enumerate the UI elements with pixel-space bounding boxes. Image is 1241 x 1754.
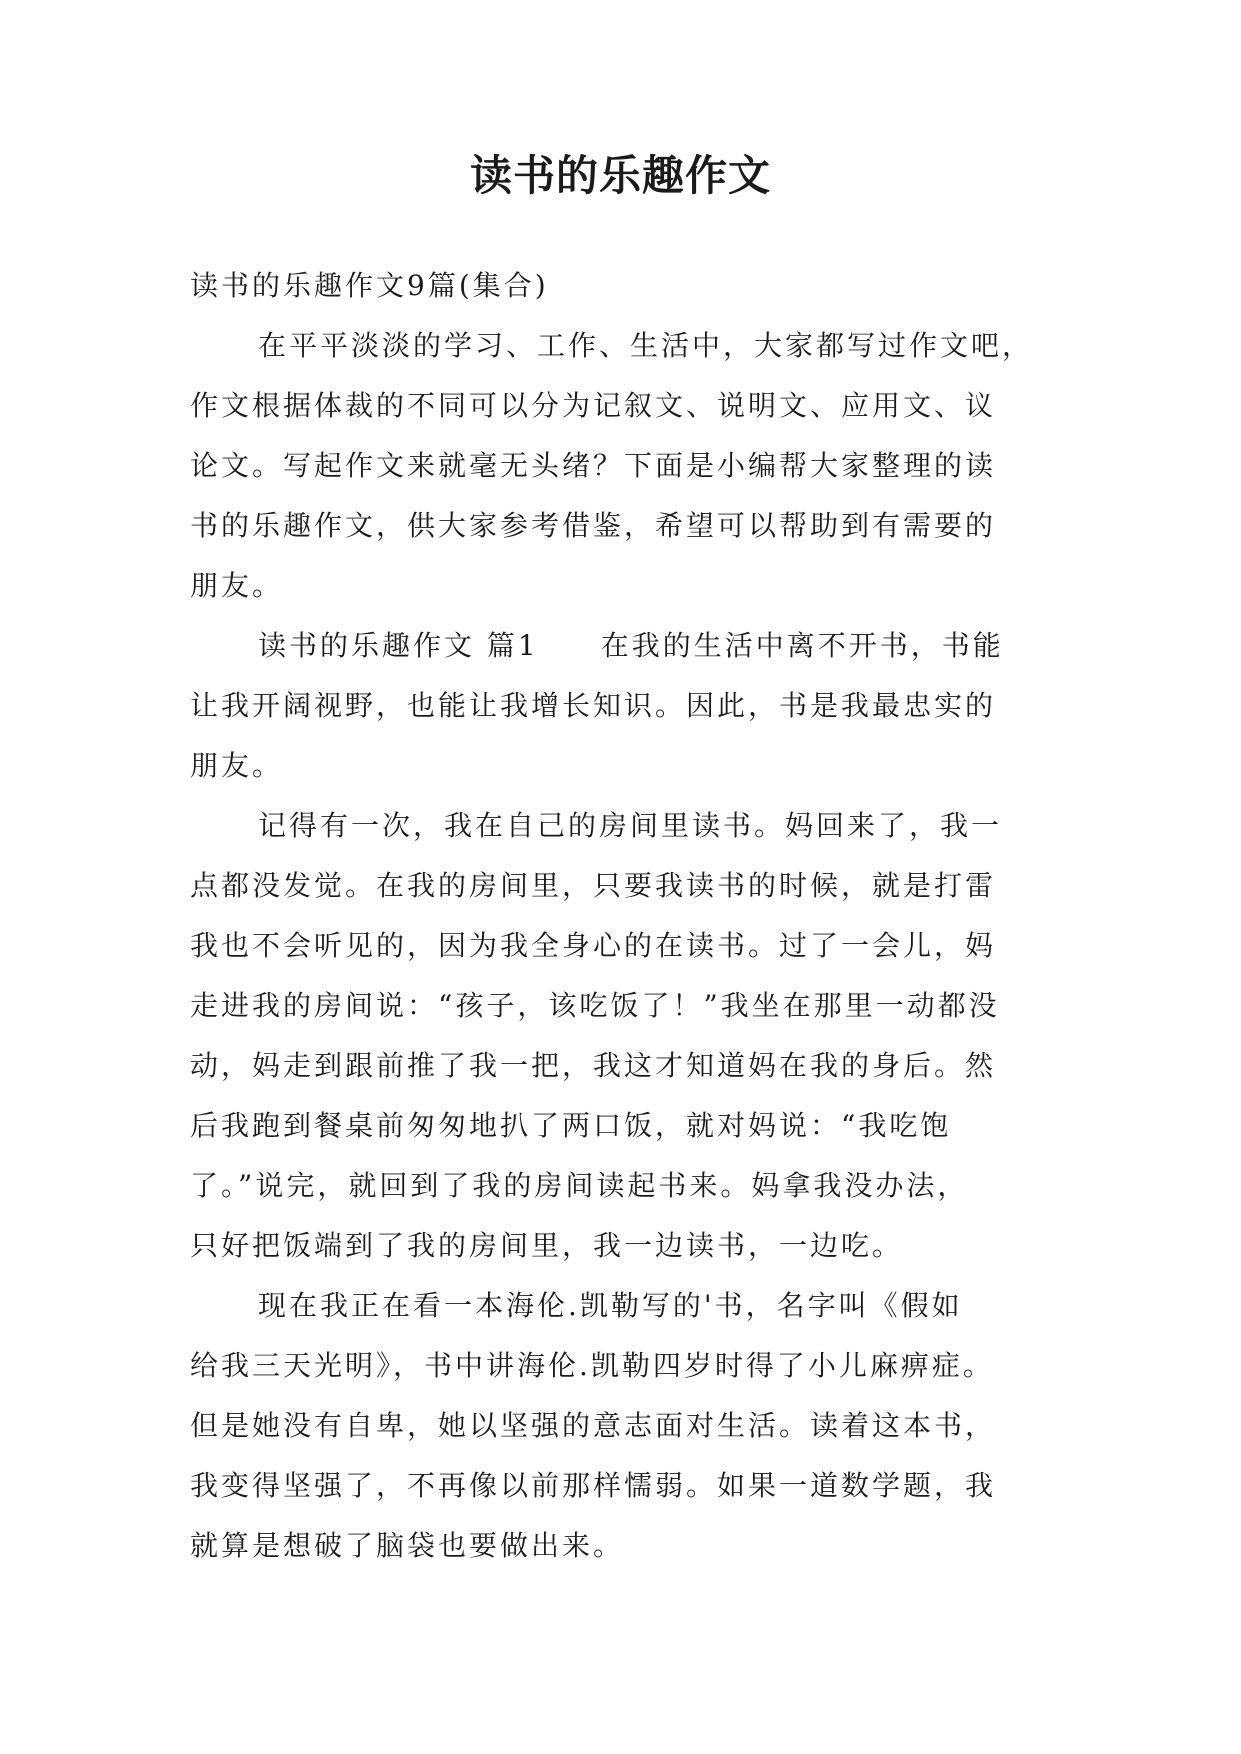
paragraph-line: 朋友。 xyxy=(190,749,284,782)
paragraph-line: 只好把饭端到了我的房间里，我一边读书，一边吃。 xyxy=(190,1229,904,1262)
paragraph-line: 作文根据体裁的不同可以分为记叙文、说明文、应用文、议 xyxy=(190,389,997,422)
paragraph-line: 点都没发觉。在我的房间里，只要我读书的时候，就是打雷 xyxy=(190,869,997,902)
document-body xyxy=(190,256,1050,1576)
paragraph-line: 我也不会听见的，因为我全身心的在读书。过了一会儿，妈 xyxy=(190,929,997,962)
paragraph-line: 了。”说完，就回到了我的房间读起书来。妈拿我没办法， xyxy=(190,1169,969,1202)
paragraph-line: 读书的乐趣作文 篇1 在我的生活中离不开书，书能 xyxy=(258,629,1004,662)
paragraph-line: 论文。写起作文来就毫无头绪？下面是小编帮大家整理的读 xyxy=(190,449,997,482)
paragraph-line: 朋友。 xyxy=(190,569,284,602)
paragraph-line: 书的乐趣作文，供大家参考借鉴，希望可以帮助到有需要的 xyxy=(190,509,997,542)
subtitle-line: 读书的乐趣作文9篇(集合) xyxy=(190,269,549,302)
paragraph-line: 后我跑到餐桌前匆匆地扒了两口饭，就对妈说：“我吃饱 xyxy=(190,1109,952,1142)
paragraph-line: 但是她没有自卑，她以坚强的意志面对生活。读着这本书， xyxy=(190,1409,997,1442)
paragraph-line: 我变得坚强了，不再像以前那样懦弱。如果一道数学题，我 xyxy=(190,1469,997,1502)
document-title: 读书的乐趣作文 xyxy=(469,151,771,200)
paragraph-line: 动，妈走到跟前推了我一把，我这才知道妈在我的身后。然 xyxy=(190,1049,997,1082)
paragraph-line: 在平平淡淡的学习、工作、生活中，大家都写过作文吧， xyxy=(258,329,1034,362)
paragraph-line: 记得有一次，我在自己的房间里读书。妈回来了，我一 xyxy=(258,809,1003,842)
paragraph-line: 给我三天光明》，书中讲海伦.凯勒四岁时得了小儿麻痹症。 xyxy=(190,1349,994,1382)
paragraph-line: 让我开阔视野，也能让我增长知识。因此，书是我最忠实的 xyxy=(190,689,997,722)
paragraph-line: 现在我正在看一本海伦.凯勒写的'书，名字叫《假如 xyxy=(258,1289,963,1322)
paragraph-line: 走进我的房间说：“孩子，该吃饭了！”我坐在那里一动都没 xyxy=(190,989,1000,1022)
paragraph-line: 就算是想破了脑袋也要做出来。 xyxy=(190,1529,625,1562)
